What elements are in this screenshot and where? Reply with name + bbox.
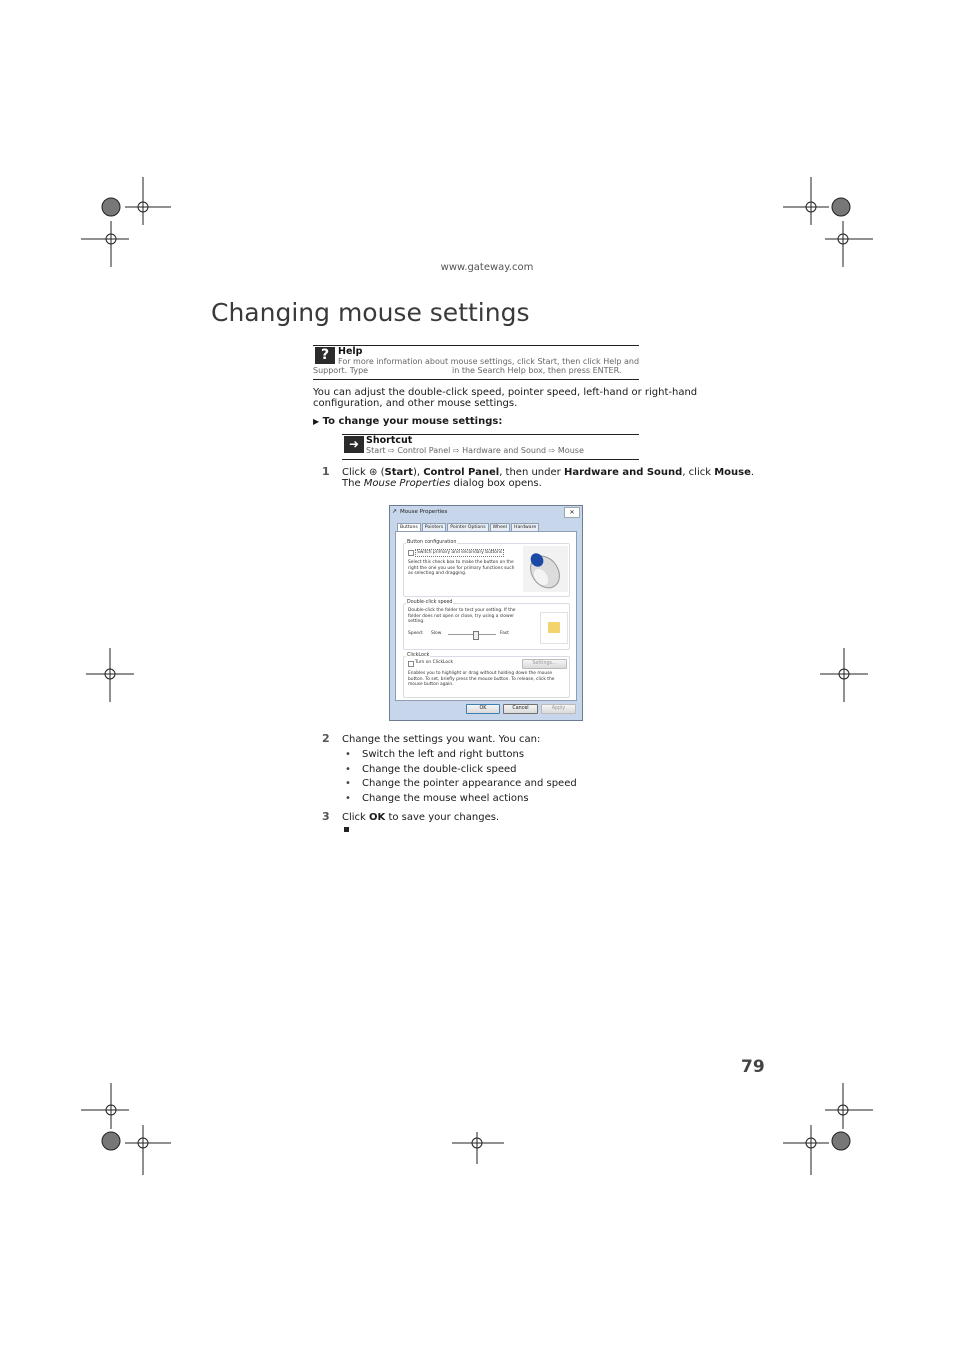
tab-buttons[interactable]: Buttons [397,523,421,532]
help-note-title: Help [338,346,363,357]
bullet-icon: • [345,749,351,760]
dialog-close-button[interactable]: ✕ [564,507,580,518]
start-orb-icon: ⊛ [369,467,378,478]
tab-wheel[interactable]: Wheel [490,523,510,531]
step-1-text: Click ⊛ (Start), Control Panel, then under Hardware and Sound, click Mouse. The Mouse Properties dialog box opens. [342,467,755,489]
dialog-titlebar [390,506,582,518]
help-note [313,345,639,380]
double-click-speed-track [448,634,496,635]
clicklock-checkbox[interactable] [408,661,414,667]
help-note-line2: Support. Type in the Search Help box, then press ENTER. [313,366,622,375]
step-1-click2: , click [682,467,712,478]
step-1-dialog-name: Mouse Properties [363,478,451,489]
end-of-section-marker [344,827,349,832]
dialog-panel [395,531,577,701]
bullet-icon: • [345,763,351,775]
clicklock-label: ClickLock [407,653,430,658]
button-configuration-label: Button configuration [407,540,457,545]
bullet-text: Change the mouse wheel actions [362,792,529,804]
apply-button[interactable]: Apply [541,704,576,714]
clicklock-desc: Enables you to highlight or drag without holding down the mouse button. To set, briefly press the mouse button. To release, click the mouse button again. [408,671,555,688]
mouse-image [523,546,568,592]
procedure-heading [313,416,502,427]
step-3-number: 3 [322,810,330,823]
test-folder-area[interactable] [540,612,568,644]
ok-button[interactable]: OK [466,704,500,714]
step-3-text [342,812,499,823]
tab-hardware[interactable]: Hardware [511,523,539,531]
procedure-arrow-icon: ▶ [313,417,320,426]
step-1-the: . The [342,467,755,489]
procedure-heading-text: To change your mouse settings: [322,416,503,427]
tab-pointers[interactable]: Pointers [422,523,447,531]
bullet-text: Change the double-click speed [362,763,517,775]
page-number: 79 [741,1057,765,1077]
intro-paragraph: You can adjust the double-click speed, pointer speed, left-hand or right-hand configuration, and other mouse settings. [313,387,698,409]
shortcut-arrow-icon: ➜ [344,436,364,453]
step-1-mouse: Mouse [714,467,751,478]
step-1-then-under: , then under [499,467,561,478]
double-click-speed-slider[interactable] [473,631,479,640]
step-3-rest: to save your changes. [388,812,500,823]
registration-mark-top-left [81,177,141,237]
folder-icon [548,622,560,633]
page-title: Changing mouse settings [211,298,530,327]
registration-mark-bottom-right [783,1083,843,1143]
tab-pointer-options[interactable]: Pointer Options [447,523,488,531]
bullet-text: Switch the left and right buttons [362,749,525,760]
switch-buttons-checkbox[interactable] [408,550,414,556]
speed-fast-label: Fast [500,631,509,636]
help-question-icon: ? [315,347,335,364]
mouse-properties-dialog [389,505,583,721]
speed-slow-label: Slow [431,631,442,636]
mouse-pointer-icon: ↗ [392,508,398,515]
step-2-number: 2 [322,732,330,745]
step-3-ok: OK [369,812,386,823]
speed-label: Speed: [408,631,424,636]
dialog-title: Mouse Properties [400,509,448,515]
shortcut-note-title: Shortcut [366,435,413,446]
clicklock-checkbox-label: Turn on ClickLock [415,660,454,665]
step-3-click: Click [342,812,366,823]
double-click-desc: Double-click the folder to test your setting. If the folder does not open or close, try using a slower setting. [408,608,516,625]
registration-mark-mid-left [86,648,146,708]
registration-mark-mid-right [820,648,880,708]
header-url: www.gateway.com [440,262,534,273]
step-1-control-panel: Control Panel [423,467,500,478]
double-click-speed-label: Double-click speed [407,600,453,605]
help-note-line1: For more information about mouse settings, click Start, then click Help and [338,357,640,366]
step-1-start: Start [384,467,413,478]
cancel-button[interactable]: Cancel [503,704,538,714]
step-1-opens: dialog box opens. [453,478,542,489]
clicklock-settings-button[interactable]: Settings... [522,659,567,669]
shortcut-path: Start ⇨ Control Panel ⇨ Hardware and Sound ⇨ Mouse [366,446,584,455]
shortcut-note [342,434,639,460]
step-2-text: Change the settings you want. You can: [342,734,541,745]
bullet-icon: • [345,792,351,804]
button-configuration-desc: Select this check box to make the button on the right the one you use for primary functions such as selecting and dragging. [408,560,515,577]
registration-mark-top-right [783,177,843,237]
step-1-number: 1 [322,465,330,478]
step-1-hardware: Hardware and Sound [563,467,683,478]
step-1-click: Click [342,467,366,478]
bullet-icon: • [345,778,351,789]
switch-buttons-label: Switch primary and secondary buttons [417,550,503,555]
registration-mark-bottom-left [81,1083,141,1143]
registration-mark-bottom-center [452,1132,512,1192]
dialog-tabs [397,523,540,531]
bullet-text: Change the pointer appearance and speed [362,778,577,789]
